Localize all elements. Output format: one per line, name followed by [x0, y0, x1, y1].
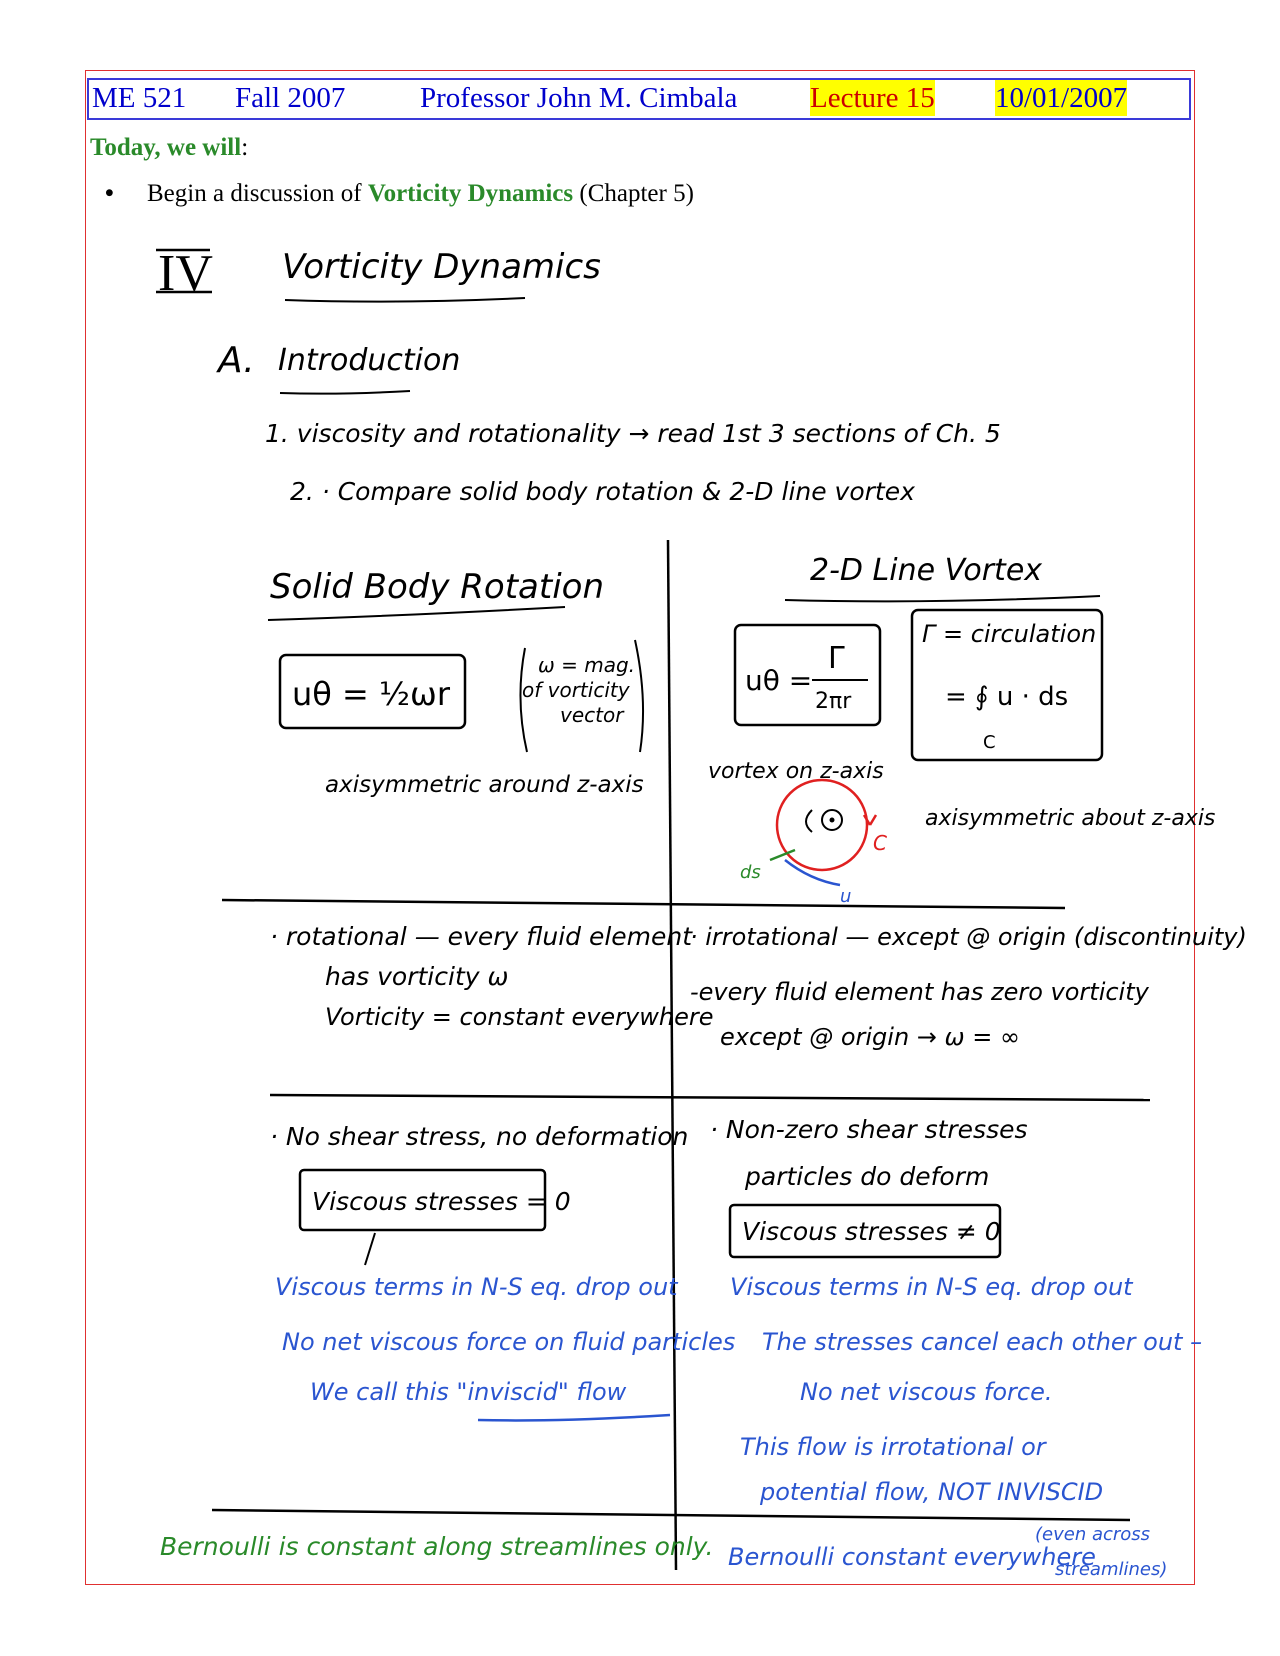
item-1: 1. viscosity and rotationality → read 1st 3 sections of Ch. 5 — [265, 419, 1001, 448]
velocity-label: u — [840, 886, 852, 907]
course-code: ME 521 — [92, 82, 187, 114]
vortex-axis-dot — [830, 818, 835, 823]
left-rotational-3: Vorticity = constant everywhere — [325, 1003, 714, 1031]
intro-colon: : — [241, 134, 249, 161]
row-divider-1 — [222, 900, 1065, 908]
left-rotational-1: · rotational — every fluid element — [270, 922, 693, 951]
line-vortex-denominator: 2πr — [815, 689, 852, 714]
term: Fall 2007 — [235, 82, 346, 114]
omega-def-line-3: vector — [560, 703, 624, 727]
left-viscous-stresses: Viscous stresses = 0 — [312, 1187, 571, 1216]
omega-def-line-1: ω = mag. — [538, 653, 636, 677]
section-title: Vorticity Dynamics — [282, 247, 601, 287]
right-blue-5: potential flow, NOT INVISCID — [760, 1478, 1104, 1506]
right-irrotational-3: except @ origin → ω = ∞ — [720, 1023, 1020, 1051]
right-shear-note-2: particles do deform — [745, 1162, 990, 1191]
row-divider-3 — [212, 1510, 1130, 1520]
contour-c-circle — [777, 780, 867, 870]
left-shear-note: · No shear stress, no deformation — [270, 1122, 689, 1151]
professor: Professor John M. Cimbala — [420, 82, 738, 114]
right-vortex-note: vortex on z-axis — [708, 759, 884, 784]
omega-def-line-2: of vorticity — [522, 678, 630, 702]
ds-label: ds — [740, 862, 761, 883]
section-title-underline — [285, 298, 525, 302]
subsection-underline — [280, 391, 410, 394]
bullet-emphasis: Vorticity Dynamics — [367, 180, 574, 207]
right-shear-note-1: · Non-zero shear stresses — [710, 1115, 1028, 1144]
left-rotational-2: has vorticity ω — [325, 962, 509, 991]
left-blue-1: Viscous terms in N-S eq. drop out — [275, 1273, 678, 1301]
intro-lead: Today, we will — [90, 134, 242, 161]
subsection-title: Introduction — [278, 343, 461, 378]
right-bernoulli-note-2: streamlines) — [1055, 1559, 1168, 1580]
left-blue-2: No net viscous force on fluid particles — [282, 1328, 736, 1356]
lecture-number: Lecture 15 — [810, 82, 935, 114]
velocity-vector — [785, 860, 840, 885]
line-vortex-lhs: uθ = — [745, 664, 813, 697]
left-column-title: Solid Body Rotation — [270, 567, 605, 607]
circulation-def-line-1: Γ = circulation — [922, 620, 1097, 648]
right-column-title: 2-D Line Vortex — [810, 553, 1043, 588]
right-irrotational-1: · irrotational — except @ origin (discontinuity) — [690, 923, 1247, 951]
bullet-dot: • — [105, 180, 114, 207]
right-irrotational-2: -every fluid element has zero vorticity — [690, 978, 1149, 1006]
swirl-arrow — [806, 810, 812, 832]
left-blue-3: We call this "inviscid" flow — [310, 1378, 627, 1406]
item-2: 2. · Compare solid body rotation & 2-D line vortex — [290, 477, 915, 506]
right-bernoulli: Bernoulli constant everywhere — [728, 1543, 1096, 1571]
left-axisymmetric-note: axisymmetric around z-axis — [325, 772, 644, 798]
right-bernoulli-note-1: (even across — [1035, 1524, 1151, 1545]
row-divider-2 — [270, 1095, 1150, 1100]
right-blue-4: This flow is irrotational or — [740, 1433, 1046, 1461]
right-blue-1: Viscous terms in N-S eq. drop out — [730, 1273, 1133, 1301]
circulation-def-line-2: = ∮ u · ds — [945, 682, 1069, 712]
inviscid-underline — [478, 1415, 670, 1420]
circulation-contour-label: C — [983, 732, 996, 753]
right-blue-2: The stresses cancel each other out – — [762, 1328, 1203, 1356]
contour-c-label: C — [873, 831, 887, 855]
bullet-suffix: (Chapter 5) — [573, 180, 694, 207]
subsection-letter: A. — [218, 340, 255, 381]
line-vortex-numerator: Γ — [828, 641, 845, 676]
right-axisymmetric-note: axisymmetric about z-axis — [925, 806, 1216, 831]
left-arrow — [365, 1233, 375, 1265]
right-blue-3: No net viscous force. — [800, 1378, 1053, 1406]
solid-body-equation: uθ = ½ωr — [292, 675, 450, 713]
bullet-prefix: Begin a discussion of — [147, 180, 368, 207]
left-title-underline — [268, 607, 565, 620]
lecture-date: 10/01/2007 — [995, 82, 1128, 114]
section-numeral: IV — [158, 245, 213, 302]
right-viscous-stresses: Viscous stresses ≠ 0 — [742, 1217, 1001, 1246]
right-title-underline — [785, 596, 1100, 601]
left-bernoulli: Bernoulli is constant along streamlines only. — [160, 1532, 714, 1561]
